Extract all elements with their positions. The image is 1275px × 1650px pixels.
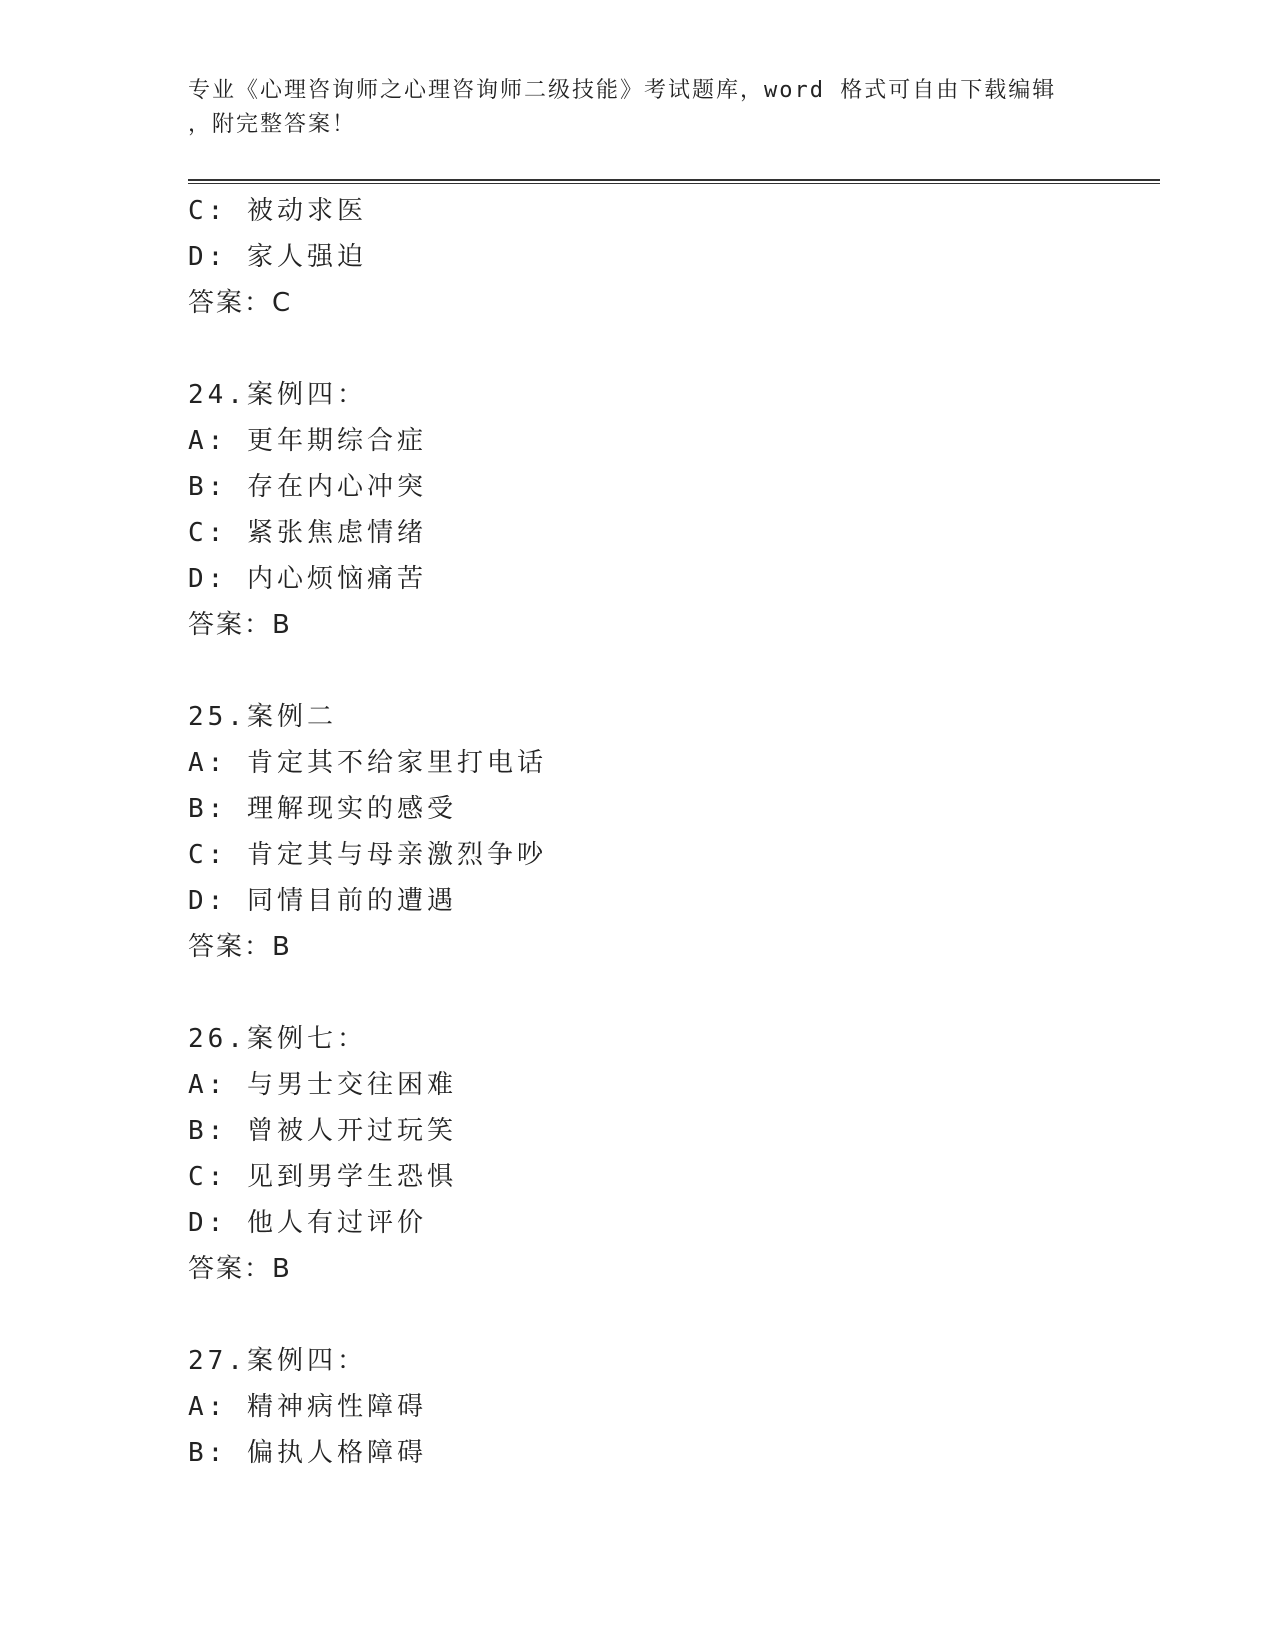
option-d: D: 他人有过评价 xyxy=(188,1208,427,1238)
question-title: 26.案例七： xyxy=(188,1024,367,1054)
header-line-1: 专业《心理咨询师之心理咨询师二级技能》考试题库，word 格式可自由下载编辑 xyxy=(188,78,1057,103)
option-d: D: 同情目前的遭遇 xyxy=(188,886,457,916)
option-d: D: 家人强迫 xyxy=(188,242,367,272)
document-header xyxy=(188,74,1088,142)
header-divider xyxy=(188,179,1160,184)
question-26 xyxy=(188,1016,1160,1292)
prev-question xyxy=(188,188,1160,326)
option-b: B: 曾被人开过玩笑 xyxy=(188,1116,457,1146)
spacer xyxy=(188,970,1160,1016)
option-a: A: 精神病性障碍 xyxy=(188,1392,427,1422)
question-title: 24.案例四： xyxy=(188,380,367,410)
question-27 xyxy=(188,1338,1160,1476)
option-a: A: 肯定其不给家里打电话 xyxy=(188,748,547,778)
answer: 答案：B xyxy=(188,932,292,962)
question-24 xyxy=(188,372,1160,648)
option-a: A: 更年期综合症 xyxy=(188,426,427,456)
option-a: A: 与男士交往困难 xyxy=(188,1070,457,1100)
question-list xyxy=(188,188,1160,1476)
option-c: C: 见到男学生恐惧 xyxy=(188,1162,457,1192)
answer: 答案：B xyxy=(188,610,292,640)
option-b: B: 存在内心冲突 xyxy=(188,472,427,502)
spacer xyxy=(188,1292,1160,1338)
spacer xyxy=(188,648,1160,694)
option-c: C: 被动求医 xyxy=(188,196,367,226)
header-line-2: ，附完整答案！ xyxy=(188,112,357,137)
option-c: C: 紧张焦虑情绪 xyxy=(188,518,427,548)
answer: 答案：B xyxy=(188,1254,292,1284)
spacer xyxy=(188,326,1160,372)
option-c: C: 肯定其与母亲激烈争吵 xyxy=(188,840,547,870)
question-title: 25.案例二 xyxy=(188,702,337,732)
option-b: B: 理解现实的感受 xyxy=(188,794,457,824)
option-d: D: 内心烦恼痛苦 xyxy=(188,564,427,594)
answer: 答案：C xyxy=(188,288,293,318)
question-25 xyxy=(188,694,1160,970)
question-title: 27.案例四： xyxy=(188,1346,367,1376)
option-b: B: 偏执人格障碍 xyxy=(188,1438,427,1468)
